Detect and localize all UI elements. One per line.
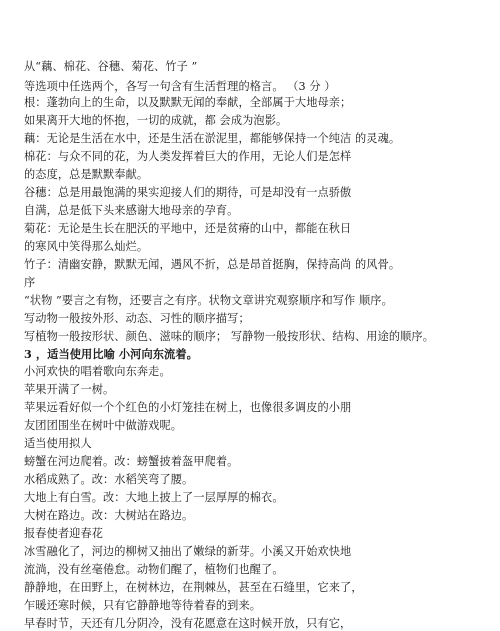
text-line: 的寒风中笑得那么灿烂。 bbox=[24, 240, 149, 253]
text-line: 藕：无论是生活在水中，还是生活在淤泥里，都能够保持一个纯洁 的灵魂。 bbox=[24, 132, 401, 145]
text-line: 早春时节，天还有几分阴冷，没有花愿意在这时候开放，只有它， bbox=[24, 617, 352, 630]
text-line: 自满，总是低下头来感谢大地母亲的孕育。 bbox=[24, 204, 239, 217]
text-line: 根：蓬勃向上的生命，以及默默无闻的奉献，全部属于大地母亲； bbox=[24, 96, 352, 109]
text-line: 等选项中任选两个，各写一句含有生活哲理的格言。 （3 分 ） bbox=[24, 80, 336, 93]
text-line: 静静地，在田野上，在树林边，在荆棘丛，甚至在石缝里，它来了， bbox=[24, 581, 363, 594]
text-line: 乍暖还寒时候，只有它静静地等待着春的到来。 bbox=[24, 599, 262, 612]
text-line: 谷穗：总是用最饱满的果实迎接人们的期待，可是却没有一点骄傲 bbox=[24, 186, 352, 199]
text-line: “状物 ”要言之有物，还要言之有序。状物文章讲究观察顺序和写作 顺序。 bbox=[24, 294, 393, 307]
text-line: 棉花：与众不同的花，为人类发挥着巨大的作用，无论人们是怎样 bbox=[24, 150, 352, 163]
text-line: 水稻成熟了。改：水稻笑弯了腰。 bbox=[24, 473, 194, 486]
text-line: 如果离开大地的怀抱，一切的成就，都 会成为泡影。 bbox=[24, 114, 288, 127]
text-line: 序 bbox=[24, 276, 36, 289]
text-line: 写植物一般按形状、颜色、滋味的顺序； 写静物一般按形状、结构、用途的顺序。 bbox=[24, 330, 435, 343]
text-line: 小河欢快的唱着歌向东奔走。 bbox=[24, 365, 171, 378]
text-line: 苹果开满了一树。 bbox=[24, 383, 115, 396]
text-line: 从“藕、棉花、谷穗、菊花、竹子 ” bbox=[24, 60, 198, 73]
text-line: 写动物一般按外形、动态、习性的顺序描写； bbox=[24, 312, 250, 325]
text-line: 螃蟹在河边爬着。改：螃蟹披着盔甲爬着。 bbox=[24, 455, 239, 468]
text-line: 大树在路边。改：大树站在路边。 bbox=[24, 509, 194, 522]
text-line: 冰雪融化了，河边的柳树又抽出了嫩绿的新芽。小溪又开始欢快地 bbox=[24, 545, 352, 558]
text-line: 流淌，没有丝毫倦怠。动物们醒了，植物们也醒了。 bbox=[24, 563, 284, 576]
text-line: 苹果远看好似一个个红色的小灯笼挂在树上，也像很多调皮的小朋 bbox=[24, 401, 352, 414]
text-line: 适当使用拟人 bbox=[24, 437, 92, 450]
text-line: 菊花：无论是生长在肥沃的平地中，还是贫瘠的山中，都能在秋日 bbox=[24, 222, 352, 235]
text-line: 大地上有白雪。改：大地上披上了一层厚厚的棉衣。 bbox=[24, 491, 284, 504]
text-line: 报春使者迎春花 bbox=[24, 527, 104, 540]
text-line: 竹子：清幽安静，默默无闻，遇风不折，总是昂首挺胸，保持高尚 的风骨。 bbox=[24, 258, 401, 271]
text-line: 3 ，适当使用比喻 小河向东流着。 bbox=[24, 347, 198, 361]
text-line: 友团团围坐在树叶中做游戏呢。 bbox=[24, 419, 183, 432]
text-line: 的态度，总是默默奉献。 bbox=[24, 168, 149, 181]
